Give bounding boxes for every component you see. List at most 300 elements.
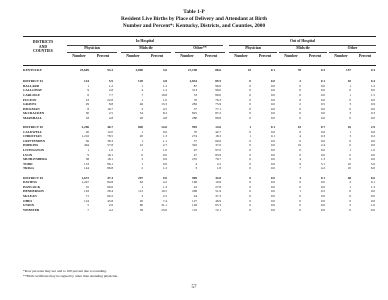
number-cell: 0 (349, 106, 351, 111)
number-cell: 1,672 (81, 175, 89, 180)
number-cell: 0 (141, 152, 143, 157)
percent-cell: 0.4 (370, 79, 375, 84)
number-cell: 0 (299, 148, 301, 152)
percent-cell: 0.0 (370, 207, 375, 212)
percent-cell: 43.8 (215, 175, 221, 180)
number-cell: 0 (299, 184, 301, 189)
number-cell: 20 (139, 134, 143, 139)
number-cell: 2 (349, 203, 351, 208)
percent-cell: 0.0 (270, 148, 275, 152)
number-cell: 0 (299, 198, 301, 203)
number-cell: 0 (249, 111, 251, 116)
number-cell: 0 (349, 193, 351, 198)
percent-cell: 84.8 (107, 180, 113, 185)
page-number: 57 (191, 285, 197, 290)
percent-cell: 0.0 (320, 198, 325, 203)
number-cell: 0 (349, 138, 351, 143)
table-number: Table 1-P (183, 9, 205, 15)
percent-cell: 1.8 (216, 166, 221, 171)
number-cell: 9 (299, 161, 301, 166)
percent-cell: 23.6 (161, 207, 167, 212)
percent-cell: 0.2 (370, 134, 375, 139)
group-rule (67, 52, 117, 53)
number-cell: 4 (195, 161, 197, 166)
percent-cell: 37.3 (215, 193, 221, 198)
county-row (23, 166, 376, 171)
percent-cell: 57.8 (107, 143, 113, 148)
number-cell: 43 (297, 125, 301, 129)
percent-header: Percent (150, 54, 164, 58)
number-cell: 0 (249, 92, 251, 97)
percent-cell: 38.3 (107, 138, 113, 143)
percent-cell: 0.0 (320, 193, 325, 198)
percent-cell: 16.7 (107, 106, 113, 111)
number-cell: 1 (249, 125, 251, 129)
number-cell: 0 (349, 115, 351, 120)
number-cell: 70 (193, 129, 197, 134)
state-total-row (23, 68, 376, 73)
percent-cell: 0.4 (370, 68, 375, 72)
number-cell: 0 (349, 157, 351, 162)
percent-cell: 0.0 (270, 157, 275, 162)
percent-cell: 14.6 (161, 125, 167, 129)
number-cell: 969 (192, 175, 197, 180)
number-cell: 120 (138, 79, 143, 84)
number-cell: 0 (349, 189, 351, 194)
number-cell: 127 (192, 198, 197, 203)
percent-cell: 0.0 (270, 79, 275, 84)
percent-cell: 0.0 (370, 157, 375, 162)
number-cell: 0 (249, 166, 251, 171)
number-cell: 4 (299, 134, 301, 139)
number-cell: 87 (193, 83, 197, 88)
percent-cell: 86.1 (107, 161, 113, 166)
percent-cell: 1.3 (320, 157, 325, 162)
group-rule (329, 52, 376, 53)
percent-cell: 10.8 (161, 92, 167, 97)
percent-cell: 37.6 (215, 143, 221, 148)
percent-cell: 0.7 (320, 125, 325, 129)
row-label: FULTON (23, 97, 37, 102)
row-label: LIVINGSTON (23, 148, 45, 152)
number-cell: 0 (249, 207, 251, 212)
number-cell: 3,890 (135, 68, 143, 72)
percent-cell: 1.2 (162, 83, 167, 88)
percent-cell: 0.6 (162, 161, 167, 166)
row-label: CRITTENDEN (23, 138, 45, 143)
number-cell: 0 (249, 157, 251, 162)
row-label: HICKMAN (23, 106, 40, 111)
row-label: MARSHALL (23, 115, 43, 120)
number-cell: 44 (193, 193, 197, 198)
number-cell: 298 (192, 189, 197, 194)
row-label: DAVIESS (23, 180, 37, 185)
number-cell: 0 (349, 152, 351, 157)
out-hospital-header: Out of Hospital (289, 39, 316, 43)
number-cell: 0 (249, 193, 251, 198)
number-cell: 825 (192, 111, 197, 116)
number-cell: 282 (192, 102, 197, 107)
percent-cell: 1.2 (162, 88, 167, 93)
number-cell: 157 (346, 68, 351, 72)
number-cell: 22 (139, 143, 143, 148)
number-cell: 119 (192, 207, 197, 212)
number-cell: 280 (192, 115, 197, 120)
percent-cell: 42.7 (215, 129, 221, 134)
percent-cell: 0.3 (320, 68, 325, 72)
number-cell: 0 (249, 148, 251, 152)
percent-cell: 8.8 (108, 102, 113, 107)
number-cell: 4 (141, 88, 143, 93)
percent-cell: 28.4 (107, 189, 113, 194)
percent-cell: 0.0 (320, 83, 325, 88)
number-cell: 7 (299, 166, 301, 171)
percent-cell: 1.0 (162, 97, 167, 102)
percent-cell: 0.0 (370, 97, 375, 102)
row-label: DISTRICT 01 (23, 79, 44, 84)
number-cell: 53 (193, 92, 197, 97)
percent-cell: 4.2 (162, 180, 167, 185)
number-cell: 0 (299, 203, 301, 208)
number-cell: 48 (347, 175, 351, 180)
number-cell: 0 (249, 129, 251, 134)
number-cell: 1 (349, 129, 351, 134)
percent-cell: 89.5 (215, 79, 221, 84)
number-cell: 1 (349, 148, 351, 152)
number-cell: 3 (349, 134, 351, 139)
percent-cell: 0.0 (370, 88, 375, 93)
number-cell: 1 (299, 189, 301, 194)
percent-cell: 18.3 (215, 134, 221, 139)
number-cell: 0 (299, 97, 301, 102)
percent-cell: 0.0 (320, 115, 325, 120)
percent-cell: 79.7 (215, 157, 221, 162)
number-cell: 0 (299, 111, 301, 116)
percent-cell: 0.0 (162, 152, 167, 157)
county-row (23, 116, 376, 121)
row-label: TODD (23, 161, 33, 166)
number-cell: 0 (349, 207, 351, 212)
percent-cell: 0.5 (320, 102, 325, 107)
number-cell: 0 (299, 138, 301, 143)
row-label: McLEAN (23, 193, 37, 198)
percent-cell: 2.6 (108, 203, 113, 208)
percent-cell: 1.3 (162, 184, 167, 189)
number-cell: 0 (299, 106, 301, 111)
row-label: LYON (23, 152, 33, 157)
percent-cell: 13.3 (161, 102, 167, 107)
number-cell: 76 (193, 97, 197, 102)
number-cell: 0 (249, 79, 251, 84)
percent-cell: 89.8 (215, 115, 221, 120)
number-cell: 78 (297, 68, 301, 72)
percent-cell: 0.0 (270, 115, 275, 120)
percent-cell: 0.0 (270, 97, 275, 102)
percent-cell: 1.3 (162, 134, 167, 139)
row-label: HANCOCK (23, 184, 41, 189)
percent-cell: 1.0 (162, 148, 167, 152)
number-cell: 464 (84, 143, 89, 148)
number-cell: 60 (139, 203, 143, 208)
number-header: Number (72, 54, 86, 58)
number-cell: 1 (141, 138, 143, 143)
percent-cell: 4.8 (108, 115, 113, 120)
number-cell: 0 (299, 207, 301, 212)
percent-cell: 0.0 (320, 111, 325, 116)
percent-cell: 60.2 (107, 193, 113, 198)
percent-cell: 0.0 (370, 189, 375, 194)
percent-cell: 0.0 (270, 193, 275, 198)
number-cell: 0 (249, 175, 251, 180)
number-cell: 1 (249, 134, 251, 139)
number-cell: 4 (299, 157, 301, 162)
percent-cell: 5.1 (320, 161, 325, 166)
percent-cell: 31.1 (161, 203, 167, 208)
percent-cell: 0.0 (370, 152, 375, 157)
districts-header-line2: AND (38, 44, 48, 49)
number-cell: 0 (349, 198, 351, 203)
percent-cell: 3.6 (162, 68, 167, 72)
percent-cell: 0.0 (320, 129, 325, 134)
number-cell: 0 (249, 184, 251, 189)
percent-cell: 2.5 (162, 193, 167, 198)
footnotes (23, 269, 118, 279)
number-cell: 0 (249, 180, 251, 185)
percent-cell: 22.8 (107, 97, 113, 102)
percent-cell: 0.0 (270, 175, 275, 180)
percent-cell: 0.0 (320, 184, 325, 189)
percent-cell: 4.2 (108, 207, 113, 212)
percent-cell: 12.0 (107, 129, 113, 134)
percent-cell: 0.9 (370, 102, 375, 107)
number-cell: 10 (347, 161, 351, 166)
percent-cell: 0.3 (370, 111, 375, 116)
percent-cell: 96.6 (215, 83, 221, 88)
number-cell: 0 (249, 83, 251, 88)
percent-cell: 0.0 (270, 184, 275, 189)
percent-header: Percent (258, 54, 272, 58)
percent-cell: 0.0 (270, 189, 275, 194)
percent-cell: 0.0 (270, 166, 275, 171)
group-header: Other** (193, 46, 207, 50)
number-cell: 19 (297, 143, 301, 148)
percent-cell: 2.8 (108, 88, 113, 93)
percent-cell: 75.9 (215, 102, 221, 107)
group-rule (279, 52, 327, 53)
footnote-certificate: **Birth certificate may be signed by other than attending physician. (23, 274, 119, 278)
group-rule (229, 52, 277, 53)
number-cell: 0 (249, 97, 251, 102)
percent-cell: 0.6 (370, 129, 375, 134)
number-cell: 995 (192, 125, 197, 129)
percent-cell: 0.1 (370, 180, 375, 185)
number-cell: 160 (192, 180, 197, 185)
number-cell: 0 (299, 115, 301, 120)
percent-cell: 2.9 (370, 125, 375, 129)
percent-cell: 51.9 (215, 189, 221, 194)
number-cell: 124 (84, 79, 89, 84)
number-cell: 255 (192, 157, 197, 162)
percent-cell: 76.3 (215, 97, 221, 102)
percent-cell: 2.4 (320, 143, 325, 148)
group-header: Other (347, 46, 358, 50)
county-row (23, 208, 376, 213)
number-cell: 3 (299, 175, 301, 180)
percent-header: Percent (358, 54, 372, 58)
number-cell: 112 (138, 189, 143, 194)
number-cell: 2,296 (81, 125, 89, 129)
percent-cell: 0.0 (320, 152, 325, 157)
percent-cell: 0.0 (320, 203, 325, 208)
districts-header (23, 40, 63, 54)
number-cell: 20 (85, 129, 89, 134)
number-cell: 0 (249, 102, 251, 107)
districts-header-line3: COUNTIES (33, 49, 53, 54)
percent-cell: 0.1 (270, 125, 275, 129)
percent-cell: 5.6 (370, 161, 375, 166)
number-cell: 36 (85, 138, 89, 143)
percent-cell: 4.8 (162, 115, 167, 120)
number-cell: 8 (87, 106, 89, 111)
number-cell: 2,834 (189, 79, 197, 84)
percent-cell: 1.2 (162, 166, 167, 171)
row-label: TRIGG (23, 166, 34, 171)
number-cell: 9 (87, 152, 89, 157)
number-cell: 0 (299, 129, 301, 134)
number-cell: 3 (349, 111, 351, 116)
percent-cell: 80.0 (215, 92, 221, 97)
number-cell: 7 (141, 92, 143, 97)
number-cell: 126 (192, 203, 197, 208)
number-cell: 0 (249, 88, 251, 93)
number-header: Number (234, 54, 248, 58)
percent-cell: 46.9 (215, 198, 221, 203)
number-cell: 0 (249, 161, 251, 166)
percent-cell: 0.0 (320, 97, 325, 102)
percent-cell: 65.3 (215, 203, 221, 208)
row-label: OHIO (23, 198, 32, 203)
percent-cell: 0.0 (270, 198, 275, 203)
number-cell: 71 (85, 193, 89, 198)
percent-cell: 2.5 (108, 111, 113, 116)
percent-cell: 0.1 (270, 68, 275, 72)
number-cell: 0 (349, 97, 351, 102)
percent-cell: 0.3 (320, 134, 325, 139)
number-cell: 3 (141, 106, 143, 111)
percent-cell: 72.1 (215, 207, 221, 212)
percent-cell: 1.2 (108, 83, 113, 88)
percent-cell: 0.0 (320, 207, 325, 212)
group-header: Physician (245, 46, 261, 50)
percent-cell: 0.0 (320, 138, 325, 143)
number-cell: 46 (139, 102, 143, 107)
number-cell: 1 (141, 161, 143, 166)
number-cell: 1 (141, 184, 143, 189)
number-header: Number (334, 54, 348, 58)
in-hospital-header: In Hospital (135, 39, 155, 43)
row-label: McCRACKEN (23, 111, 45, 116)
percent-cell: 0.0 (370, 106, 375, 111)
percent-cell: 1.1 (162, 138, 167, 143)
row-label: HOPKINS (23, 143, 39, 148)
percent-cell: 0.0 (370, 138, 375, 143)
number-cell: 39 (139, 207, 143, 212)
percent-cell: 4.2 (320, 166, 325, 171)
number-cell: 0 (249, 106, 251, 111)
number-cell: 55 (85, 184, 89, 189)
percent-cell: 1.2 (370, 83, 375, 88)
number-cell: 1,247 (81, 180, 89, 185)
percent-cell: 0.0 (270, 92, 275, 97)
percent-cell: 69.6 (107, 184, 113, 189)
number-cell: 0 (299, 152, 301, 157)
percent-header: Percent (204, 54, 218, 58)
number-cell: 0 (299, 83, 301, 88)
number-cell: 2 (141, 166, 143, 171)
number-cell: 10 (347, 79, 351, 84)
number-cell: 5 (87, 203, 89, 208)
group-rule (121, 52, 171, 53)
percent-cell: 7.4 (162, 198, 167, 203)
number-cell: 18 (85, 115, 89, 120)
number-cell: 0 (249, 203, 251, 208)
number-cell: 0 (349, 88, 351, 93)
number-cell: 0 (299, 193, 301, 198)
row-label: CALLOWAY (23, 88, 43, 93)
number-cell: 0 (249, 152, 251, 157)
number-cell: 0 (249, 115, 251, 120)
number-cell: 0 (349, 143, 351, 148)
percent-cell: 1.5 (370, 92, 375, 97)
table-subtitle: Number and Percent*: Kentucky, Districts, and Counties, 2000 (122, 23, 266, 30)
percent-cell: 0.9 (162, 157, 167, 162)
percent-cell: 96.0 (215, 88, 221, 93)
number-cell: 0 (249, 198, 251, 203)
percent-cell: 0.0 (370, 198, 375, 203)
percent-cell: 0.0 (320, 88, 325, 93)
number-cell: 26 (139, 115, 143, 120)
percent-cell: 0.0 (270, 88, 275, 93)
number-cell: 0 (249, 189, 251, 194)
number-cell: 1 (87, 83, 89, 88)
percent-cell: 0.0 (270, 106, 275, 111)
row-label: MUHLENBERG (23, 157, 48, 162)
percent-cell: 16.1 (107, 152, 113, 157)
percent-cell: 8.2 (162, 111, 167, 116)
footnote-rounding: *Row percents may not add to 100 percent due to rounding. (23, 269, 107, 273)
percent-cell: 4.5 (162, 106, 167, 111)
number-header: Number (284, 54, 298, 58)
number-cell: 302 (192, 143, 197, 148)
number-cell: 30 (85, 111, 89, 116)
percent-cell: 0.0 (370, 143, 375, 148)
percent-cell: 4.8 (162, 79, 167, 84)
percent-cell: 1.3 (370, 184, 375, 189)
percent-cell: 1.0 (370, 148, 375, 152)
percent-cell: 0.0 (270, 138, 275, 143)
percent-cell: 0.2 (320, 189, 325, 194)
number-header: Number (126, 54, 140, 58)
number-cell: 1 (141, 97, 143, 102)
number-cell: 153 (84, 161, 89, 166)
percent-cell: 0.0 (320, 106, 325, 111)
number-cell: 25,609 (79, 68, 89, 72)
row-label: CARLISLE (23, 92, 40, 97)
percent-cell: 27.8 (215, 184, 221, 189)
number-cell: 20 (139, 198, 143, 203)
row-label: WEBSTER (23, 207, 40, 212)
row-label: CALDWELL (23, 129, 43, 134)
